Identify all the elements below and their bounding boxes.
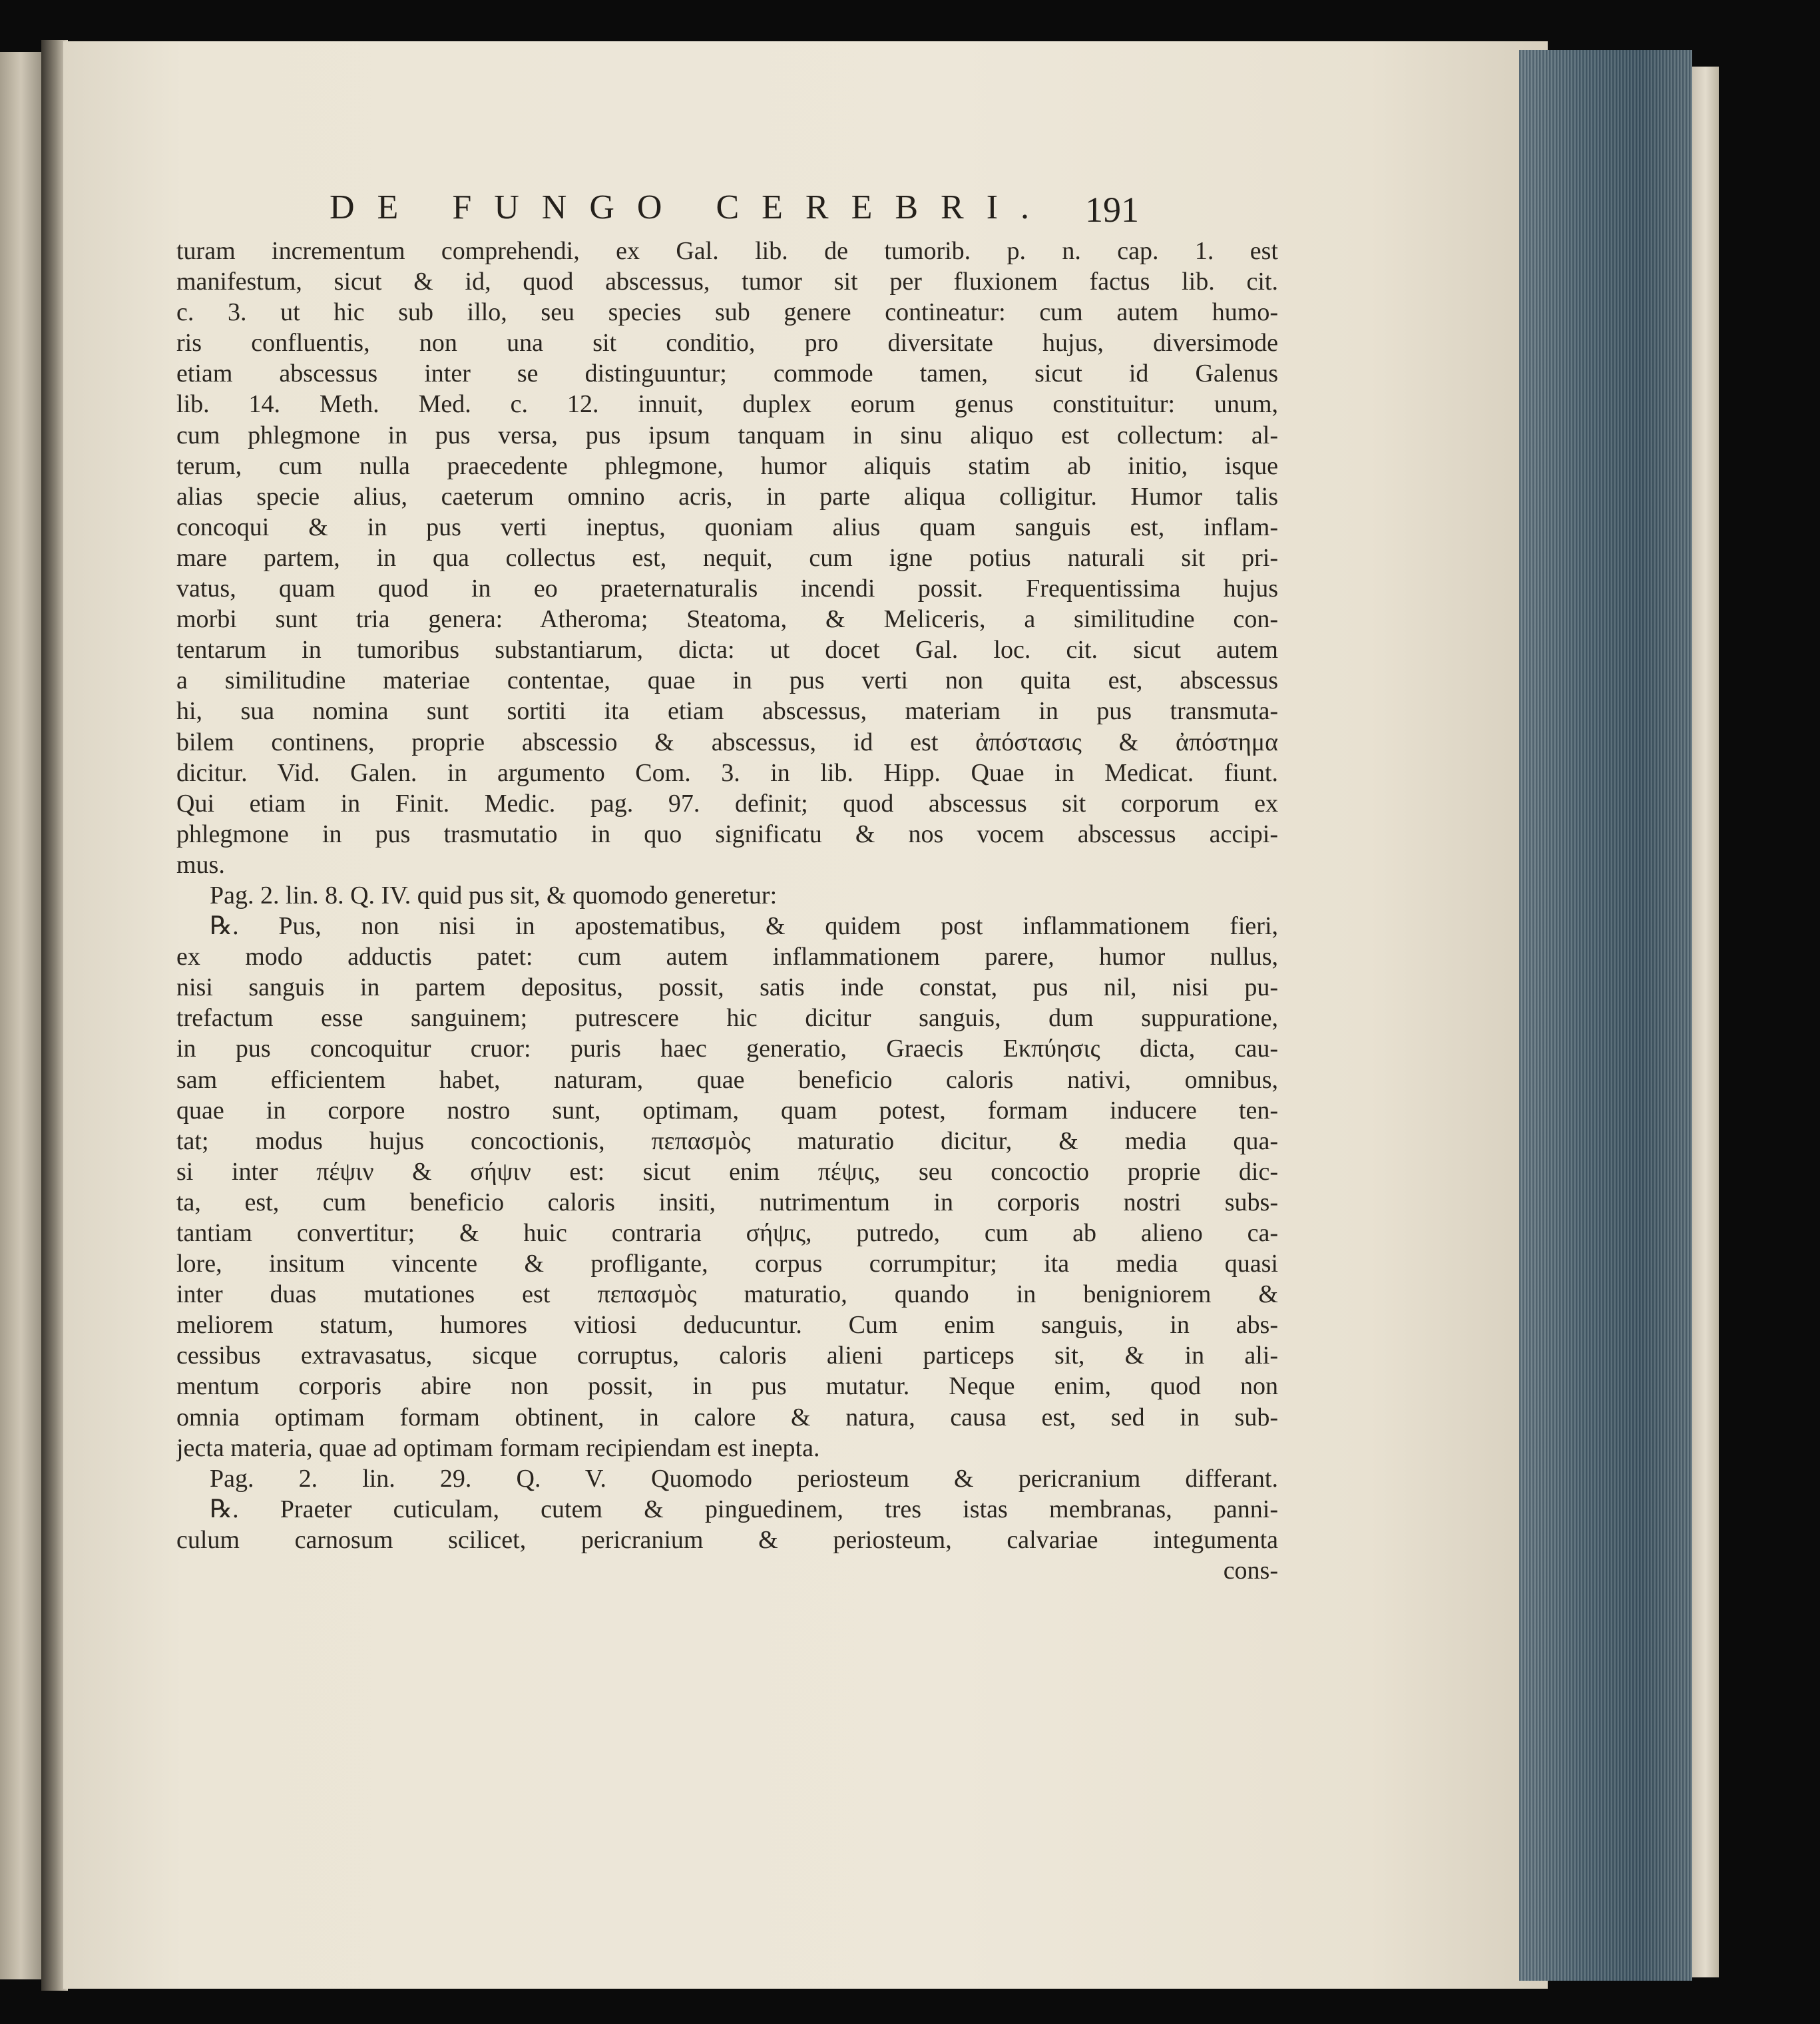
question-heading: Pag. 2. lin. 29. Q. V. Quomodo periosteum & pericranium differant. xyxy=(210,1464,1278,1493)
text-line: meliorem statum, humores vitiosi deducuntur. Cum enim sanguis, in abs- xyxy=(176,1311,1278,1340)
text-line: etiam abscessus inter se distinguuntur; commode tamen, sicut id Galenus xyxy=(176,360,1278,388)
text-line: tantiam convertitur; & huic contraria σήψις, putredo, cum ab alieno ca- xyxy=(176,1219,1278,1247)
text-line: alias specie alius, caeterum omnino acris, in parte aliqua colligitur. Humor talis xyxy=(176,482,1278,511)
text-line: cessibus extravasatus, sicque corruptus, caloris alieni particeps sit, & in ali- xyxy=(176,1342,1278,1370)
text-line: terum, cum nulla praecedente phlegmone, humor aliquis statim ab initio, isque xyxy=(176,451,1278,480)
catchword: cons- xyxy=(1223,1557,1278,1585)
text-line: tentarum in tumoribus substantiarum, dicta: ut docet Gal. loc. cit. sicut autem xyxy=(176,636,1278,664)
body-text xyxy=(176,236,1278,1586)
left-page-edge xyxy=(0,52,47,1979)
text-line: hi, sua nomina sunt sortiti ita etiam abscessus, materiam in pus transmuta- xyxy=(176,697,1278,726)
page-fore-edge xyxy=(1519,50,1692,1981)
text-line: manifestum, sicut & id, quod abscessus, tumor sit per fluxionem factus lib. cit. xyxy=(176,268,1278,296)
text-line: vatus, quam quod in eo praeternaturalis incendi possit. Frequentissima hujus xyxy=(176,575,1278,603)
page-header xyxy=(63,188,1548,234)
text-line: inter duas mutationes est πεπασμὸς maturatio, quando in benigniorem & xyxy=(176,1280,1278,1309)
text-line: a similitudine materiae contentae, quae in pus verti non quita est, abscessus xyxy=(176,666,1278,695)
text-line: Qui etiam in Finit. Medic. pag. 97. definit; quod abscessus sit corporum ex xyxy=(176,789,1278,818)
text-line: mare partem, in qua collectus est, nequit, cum igne potius naturali sit pri- xyxy=(176,543,1278,572)
text-line: dicitur. Vid. Galen. in argumento Com. 3. in lib. Hipp. Quae in Medicat. fiunt. xyxy=(176,758,1278,787)
text-line: lore, insitum vincente & profligante, corpus corrumpitur; ita media quasi xyxy=(176,1250,1278,1278)
text-line: ta, est, cum beneficio caloris insiti, nutrimentum in corporis nostri subs- xyxy=(176,1188,1278,1216)
text-line: in pus concoquitur cruor: puris haec generatio, Graecis Εκπύησις dicta, cau- xyxy=(176,1035,1278,1063)
page-191 xyxy=(63,41,1548,1989)
running-title: DE FUNGO CEREBRI. xyxy=(330,188,1052,226)
text-line: quae in corpore nostro sunt, optimam, quam potest, formam inducere ten- xyxy=(176,1096,1278,1125)
text-line: trefactum esse sanguinem; putrescere hic dicitur sanguis, dum suppuratione, xyxy=(176,1004,1278,1033)
text-line: bilem continens, proprie abscessio & abscessus, id est ἀπόστασις & ἀπόστημα xyxy=(176,728,1278,756)
text-line: mus. xyxy=(176,850,225,879)
text-line: morbi sunt tria genera: Atheroma; Steatoma, & Meliceris, a similitudine con- xyxy=(176,605,1278,634)
book-cover-edge xyxy=(1692,67,1719,1977)
text-line: turam incrementum comprehendi, ex Gal. lib. de tumorib. p. n. cap. 1. est xyxy=(176,237,1278,265)
text-line: nisi sanguis in partem depositus, possit, satis inde constat, pus nil, nisi pu- xyxy=(176,973,1278,1002)
text-line: jecta materia, quae ad optimam formam recipiendam est inepta. xyxy=(176,1433,820,1462)
text-line: mentum corporis abire non possit, in pus mutatur. Neque enim, quod non xyxy=(176,1372,1278,1401)
text-line: omnia optimam formam obtinent, in calore & natura, causa est, sed in sub- xyxy=(176,1403,1278,1431)
text-line: culum carnosum scilicet, pericranium & periosteum, calvariae integumenta xyxy=(176,1525,1278,1554)
question-heading: Pag. 2. lin. 8. Q. IV. quid pus sit, & quomodo generetur: xyxy=(210,881,778,909)
text-line: sam efficientem habet, naturam, quae beneficio caloris nativi, omnibus, xyxy=(176,1065,1278,1094)
text-line: ris confluentis, non una sit conditio, pro diversitate hujus, diversimode xyxy=(176,329,1278,358)
text-line: c. 3. ut hic sub illo, seu species sub genere contineatur: cum autem humo- xyxy=(176,298,1278,327)
text-line: tat; modus hujus concoctionis, πεπασμὸς maturatio dicitur, & media qua- xyxy=(176,1127,1278,1155)
text-line: phlegmone in pus trasmutatio in quo significatu & nos vocem abscessus accipi- xyxy=(176,820,1278,848)
text-line: si inter πέψιν & σήψιν est: sicut enim πέψις, seu concoctio proprie dic- xyxy=(176,1157,1278,1186)
page-number: 191 xyxy=(1085,190,1139,230)
text-line: ℞. Praeter cuticulam, cutem & pinguedinem, tres istas membranas, panni- xyxy=(210,1495,1278,1523)
text-line: ℞. Pus, non nisi in apostematibus, & quidem post inflammationem fieri, xyxy=(210,912,1278,941)
text-line: cum phlegmone in pus versa, pus ipsum tanquam in sinu aliquo est collectum: al- xyxy=(176,421,1278,449)
text-line: concoqui & in pus verti ineptus, quoniam alius quam sanguis est, inflam- xyxy=(176,513,1278,541)
text-line: ex modo adductis patet: cum autem inflammationem parere, humor nullus, xyxy=(176,943,1278,971)
text-line: lib. 14. Meth. Med. c. 12. innuit, duplex eorum genus constituitur: unum, xyxy=(176,390,1278,419)
